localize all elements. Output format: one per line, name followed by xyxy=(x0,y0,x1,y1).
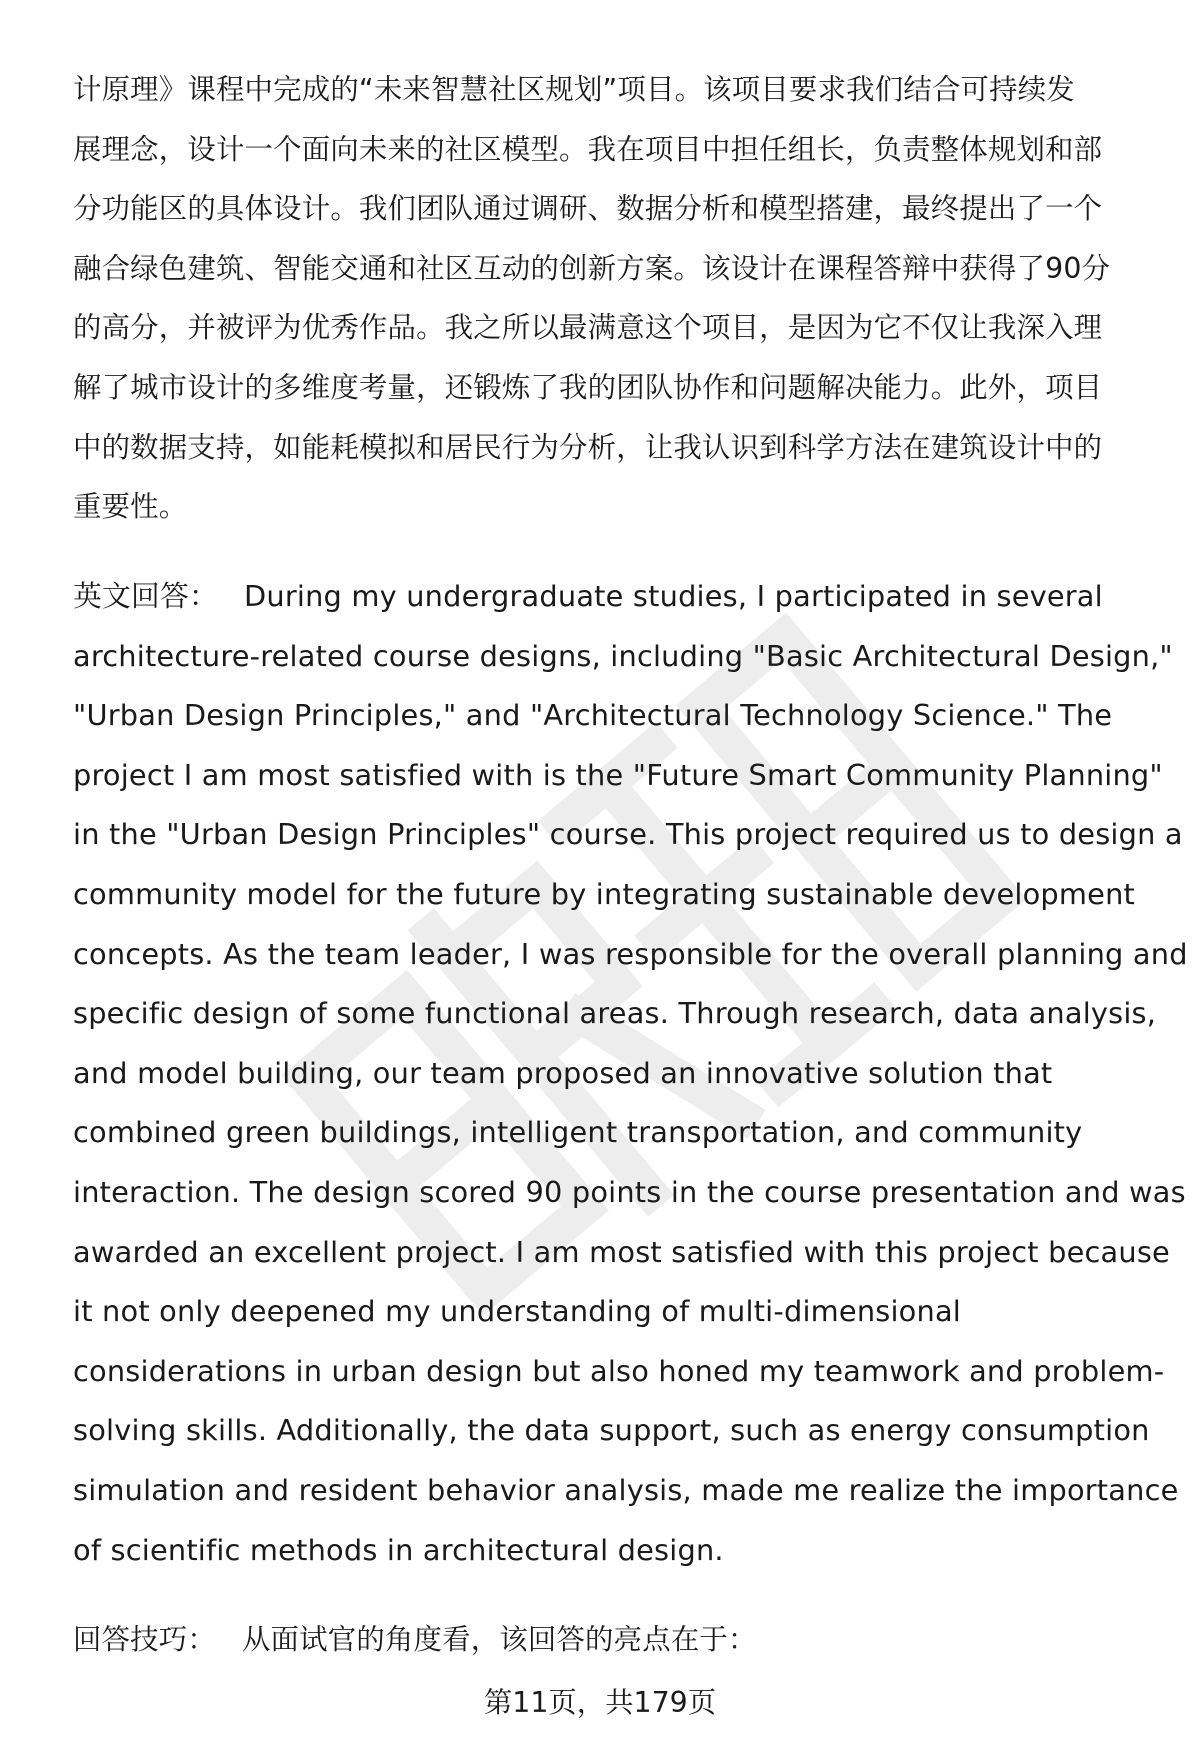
english-answer-paragraph xyxy=(73,567,1188,1580)
zh-line: 展理念，设计一个面向未来的社区模型。我在项目中担任组长，负责整体规划和部 xyxy=(73,132,1103,166)
zh-line: 解了城市设计的多维度考量，还锻炼了我的团队协作和问题解决能力。此外，项目 xyxy=(73,370,1103,404)
en-line: it not only deepened my understanding of multi-dimensional xyxy=(73,1294,961,1329)
en-line: considerations in urban design but also honed my teamwork and problem- xyxy=(73,1353,1165,1388)
en-line: architecture-related course designs, including "Basic Architectural Design," xyxy=(73,638,1173,673)
english-answer-label: 英文回答： xyxy=(73,579,218,613)
en-line: solving skills. Additionally, the data support, such as energy consumption xyxy=(73,1413,1150,1448)
chinese-answer-paragraph xyxy=(73,60,1153,537)
en-line: project I am most satisfied with is the "Future Smart Community Planning" xyxy=(73,757,1163,792)
zh-line: 中的数据支持，如能耗模拟和居民行为分析，让我认识到科学方法在建筑设计中的 xyxy=(73,430,1103,464)
en-line: interaction. The design scored 90 points in the course presentation and was xyxy=(73,1174,1186,1209)
answer-tips-label: 回答技巧： xyxy=(73,1623,216,1656)
en-line: awarded an excellent project. I am most satisfied with this project because xyxy=(73,1234,1170,1269)
page-number: 第11页，共179页 xyxy=(483,1686,717,1719)
en-line: "Urban Design Principles," and "Architectural Technology Science." The xyxy=(73,698,1113,733)
zh-line: 分功能区的具体设计。我们团队通过调研、数据分析和模型搭建，最终提出了一个 xyxy=(73,192,1103,226)
zh-line: 的高分，并被评为优秀作品。我之所以最满意这个项目，是因为它不仅让我深入理 xyxy=(73,311,1103,345)
en-line: concepts. As the team leader, I was responsible for the overall planning and xyxy=(73,936,1188,971)
en-first-line xyxy=(73,567,1153,627)
zh-line: 计原理》课程中完成的“未来智慧社区规划”项目。该项目要求我们结合可持续发 xyxy=(73,73,1075,106)
answer-tips-paragraph xyxy=(73,1610,1153,1670)
en-line: community model for the future by integrating sustainable development xyxy=(73,876,1136,911)
en-line: and model building, our team proposed an innovative solution that xyxy=(73,1055,1053,1090)
en-line: of scientific methods in architectural design. xyxy=(73,1532,724,1567)
zh-line: 融合绿色建筑、智能交通和社区互动的创新方案。该设计在课程答辩中获得了90分 xyxy=(73,251,1111,285)
zh-line: 重要性。 xyxy=(73,490,188,524)
en-line: During my undergraduate studies, I participated in several xyxy=(244,579,1103,613)
en-line: simulation and resident behavior analysis, made me realize the importance xyxy=(73,1472,1179,1507)
en-line: specific design of some functional areas. Through research, data analysis, xyxy=(73,996,1157,1031)
en-line: in the "Urban Design Principles" course. This project required us to design a xyxy=(73,817,1183,852)
tips-text: 从面试官的角度看，该回答的亮点在于： xyxy=(241,1623,757,1656)
tips-line xyxy=(73,1610,1153,1670)
en-line: combined green buildings, intelligent transportation, and community xyxy=(73,1115,1083,1150)
